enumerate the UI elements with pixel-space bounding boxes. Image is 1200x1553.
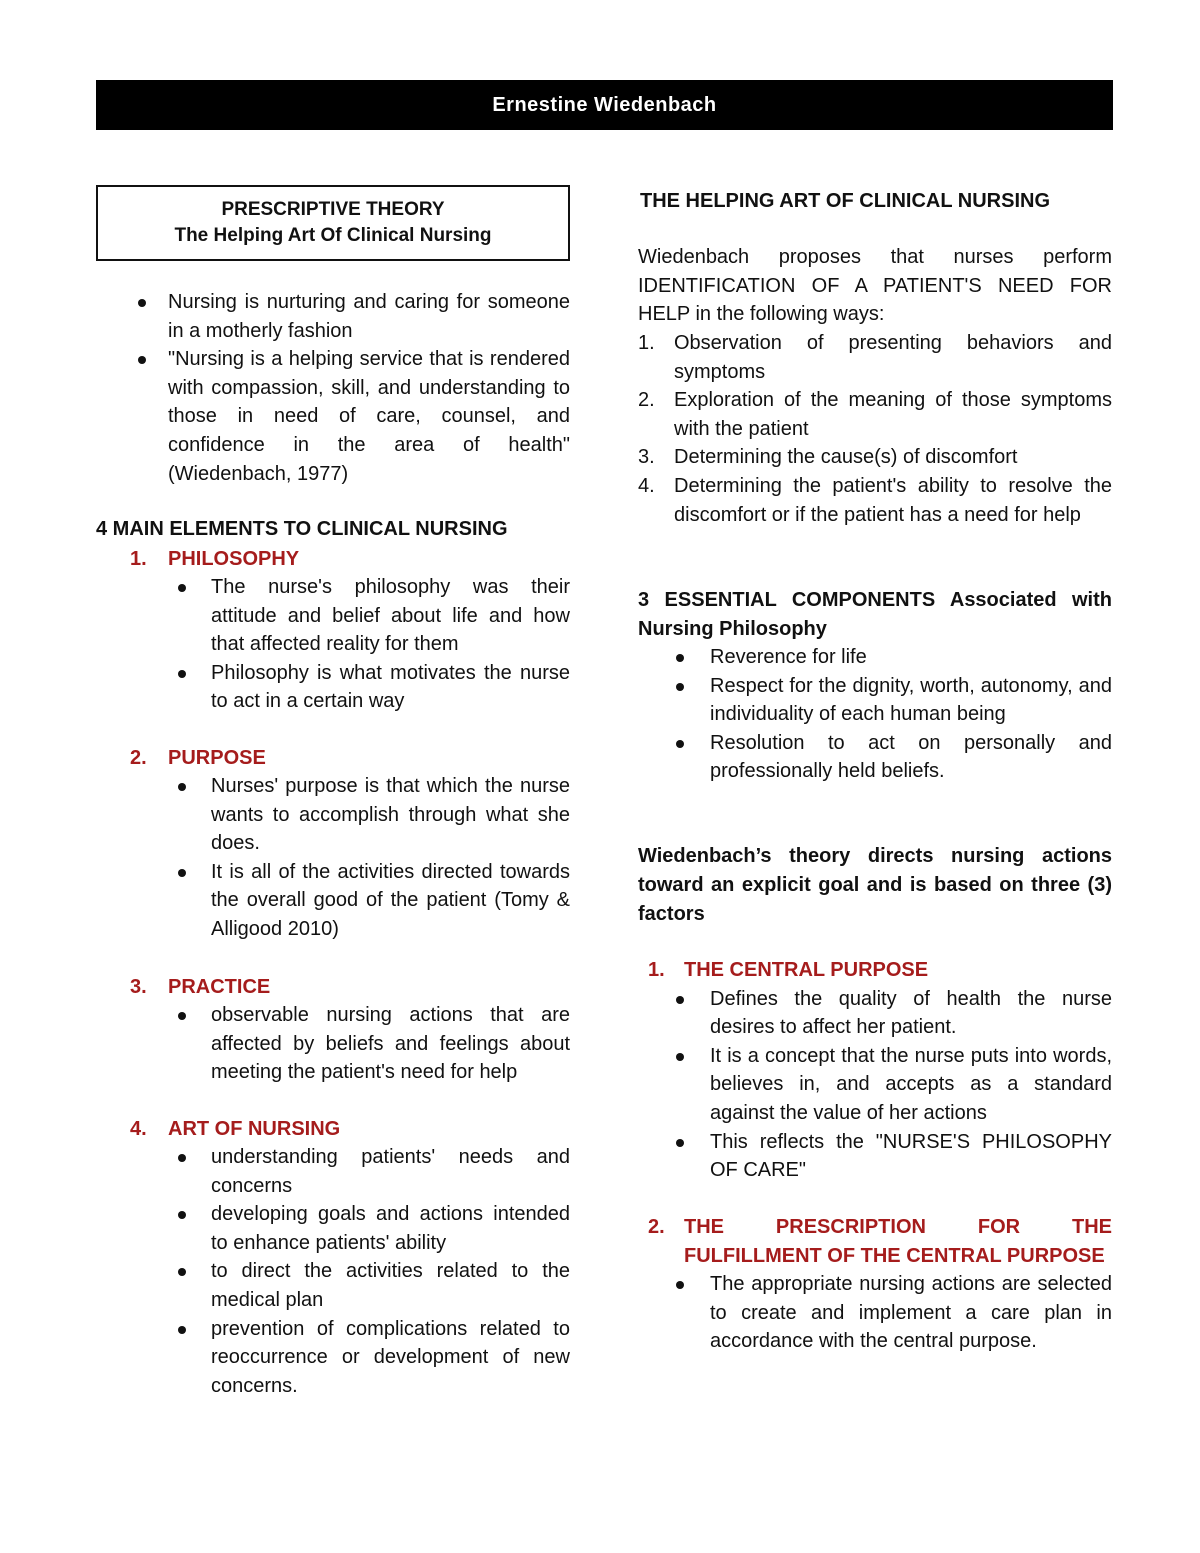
list-item: understanding patients' needs and concerns: [96, 1143, 570, 1200]
list-item: to direct the activities related to the medical plan: [96, 1257, 570, 1314]
list-item: It is a concept that the nurse puts into words, believes in, and accepts as a standard against the value of her actions: [638, 1042, 1112, 1128]
list-item: This reflects the "NURSE'S PHILOSOPHY OF CARE": [638, 1128, 1112, 1185]
element-philosophy: [96, 545, 570, 716]
element-art-of-nursing: [96, 1115, 570, 1400]
list-item: Reverence for life: [638, 643, 1112, 672]
list-item: Respect for the dignity, worth, autonomy, and individuality of each human being: [638, 672, 1112, 729]
main-elements-heading: 4 MAIN ELEMENTS TO CLINICAL NURSING: [96, 518, 508, 540]
theory-box-subtitle: The Helping Art Of Clinical Nursing: [174, 225, 492, 246]
list-item: It is all of the activities directed towards the overall good of the patient (Tomy & Alligood 2010): [96, 858, 570, 944]
helping-art-heading: THE HELPING ART OF CLINICAL NURSING: [640, 190, 1050, 212]
identification-steps: [638, 329, 1112, 529]
list-item: prevention of complications related to reoccurrence or development of new concerns.: [96, 1315, 570, 1401]
element-purpose: [96, 744, 570, 944]
element-heading: 1. PHILOSOPHY: [130, 548, 300, 570]
list-item: "Nursing is a helping service that is rendered with compassion, skill, and understanding to those in need of care, counsel, and confidence in the area of health" (Wiedenbach, 1977): [96, 345, 570, 488]
list-item: Nurses' purpose is that which the nurse wants to accomplish through what she does.: [96, 772, 570, 858]
factor-central-purpose: [638, 956, 1112, 1185]
theory-box-title: PRESCRIPTIVE THEORY: [221, 199, 445, 220]
list-item: Philosophy is what motivates the nurse to act in a certain way: [96, 659, 570, 716]
list-item: 1. Observation of presenting behaviors and symptoms: [638, 332, 1112, 383]
list-item: 3. Determining the cause(s) of discomfort: [638, 446, 1018, 469]
three-factors-intro: Wiedenbach’s theory directs nursing actions toward an explicit goal and is based on three (3) factors: [638, 845, 1112, 925]
intro-bullets: [96, 288, 570, 488]
list-item: Nursing is nurturing and caring for someone in a motherly fashion: [96, 288, 570, 345]
element-practice: [96, 973, 570, 1087]
essential-components-heading: 3 ESSENTIAL COMPONENTS Associated with Nursing Philosophy: [638, 589, 1112, 640]
theory-box: [96, 185, 570, 261]
document-title: Ernestine Wiedenbach: [492, 93, 717, 116]
element-heading: 4. ART OF NURSING: [130, 1118, 341, 1140]
list-item: 4. Determining the patient's ability to resolve the discomfort or if the patient has a need for help: [638, 474, 1112, 526]
factor-prescription: [638, 1213, 1112, 1356]
element-heading: 2. PURPOSE: [130, 747, 266, 769]
essential-components-list: [638, 643, 1112, 786]
list-item: The nurse's philosophy was their attitude and belief about life and how that affected reality for them: [96, 573, 570, 659]
element-heading: 3. PRACTICE: [130, 976, 271, 998]
list-item: Resolution to act on personally and professionally held beliefs.: [638, 729, 1112, 786]
list-item: The appropriate nursing actions are selected to create and implement a care plan in accordance with the central purpose.: [638, 1270, 1112, 1356]
factor-heading: 1. THE CENTRAL PURPOSE: [648, 959, 929, 981]
helping-art-intro: Wiedenbach proposes that nurses perform IDENTIFICATION OF A PATIENT'S NEED FOR HELP in the following ways:: [638, 246, 1112, 326]
factor-heading: 2. THE PRESCRIPTION FOR THE FULFILLMENT OF THE CENTRAL PURPOSE: [648, 1216, 1112, 1267]
list-item: 2. Exploration of the meaning of those symptoms with the patient: [638, 389, 1112, 440]
list-item: observable nursing actions that are affected by beliefs and feelings about meeting the patient's need for help: [96, 1001, 570, 1087]
document-title-bar: [96, 80, 1113, 130]
list-item: Defines the quality of health the nurse desires to affect her patient.: [638, 985, 1112, 1042]
list-item: developing goals and actions intended to enhance patients' ability: [96, 1200, 570, 1257]
